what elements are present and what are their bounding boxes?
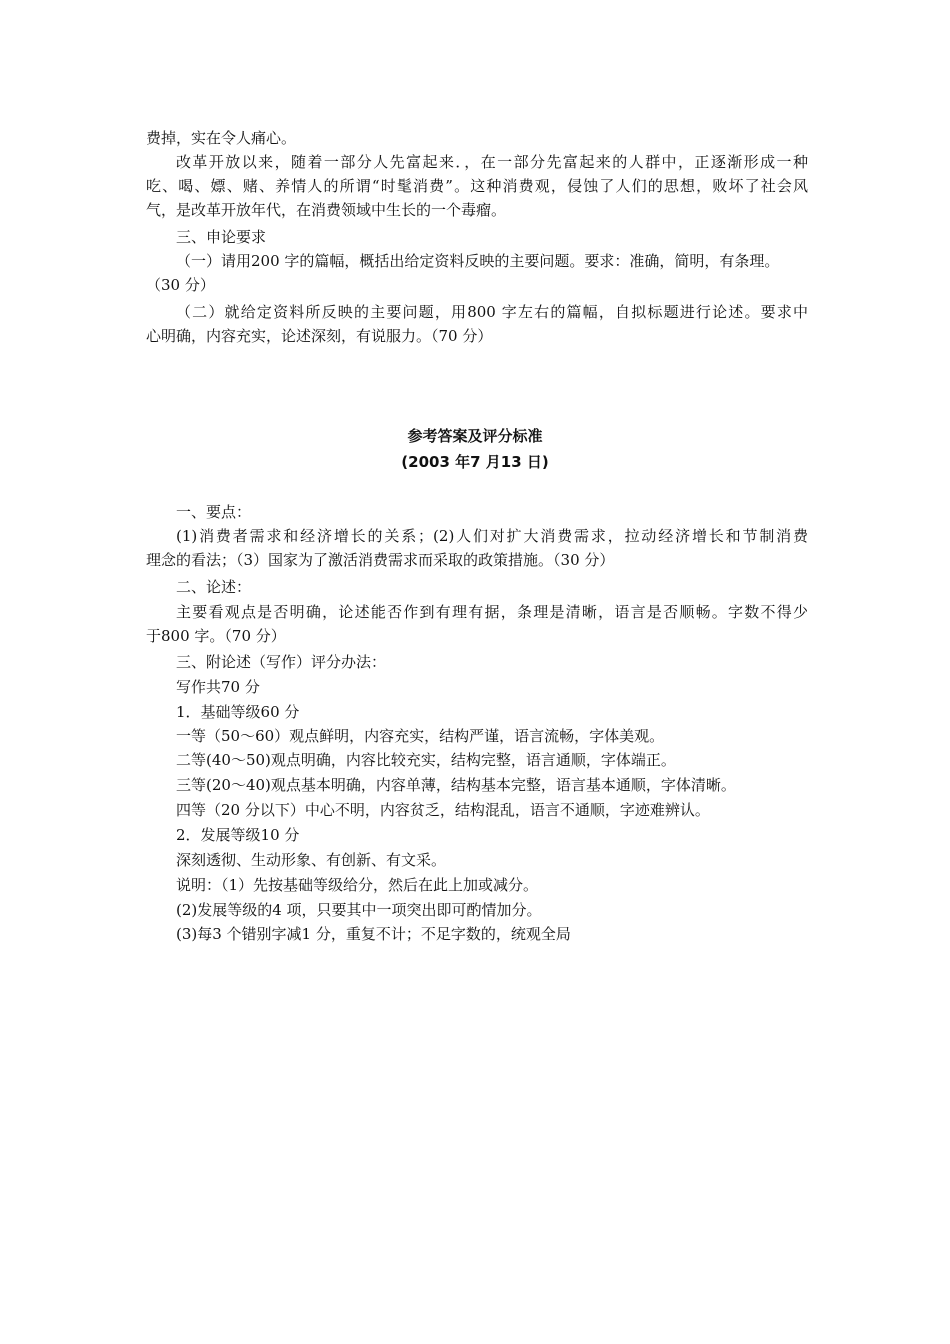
development-level-heading: 2．发展等级10 分 <box>176 826 300 844</box>
requirement-two-line-1: （二）就给定资料所反映的主要问题，用800 字左右的篇幅，自拟标题进行论述。要求中 <box>176 303 808 321</box>
requirements-heading: 三、申论要求 <box>176 228 267 246</box>
essay-body-line-2: 于800 字。（70 分） <box>146 627 286 645</box>
requirement-one-line-1: （一）请用200 字的篇幅，概括出给定资料反映的主要问题。要求：准确，简明，有条理。 <box>176 252 780 270</box>
writing-total: 写作共70 分 <box>176 678 260 696</box>
basic-level-heading: 1．基础等级60 分 <box>176 703 300 721</box>
grade-fourth: 四等（20 分以下）中心不明，内容贫乏，结构混乱，语言不通顺，字迹难辨认。 <box>176 801 710 819</box>
essay-body-line-1: 主要看观点是否明确，论述能否作到有理有据，条理是清晰，语言是否顺畅。字数不得少 <box>176 603 808 621</box>
points-body-line-1: (1)消费者需求和经济增长的关系；(2)人们对扩大消费需求，拉动经济增长和节制消费 <box>176 527 808 545</box>
scoring-heading: 三、附论述（写作）评分办法： <box>176 653 387 671</box>
note-line-3: (3)每3 个错别字减1 分，重复不计；不足字数的，统观全局 <box>176 925 571 943</box>
requirement-one-line-2: （30 分） <box>146 276 215 294</box>
grade-third: 三等(20～40)观点基本明确，内容单薄，结构基本完整，语言基本通顺，字体清晰。 <box>176 776 736 794</box>
requirement-two-line-2: 心明确，内容充实，论述深刻，有说服力。（70 分） <box>146 327 493 345</box>
answer-date: (2003 年7 月13 日) <box>401 453 549 471</box>
answer-title: 参考答案及评分标准 <box>407 427 543 445</box>
essay-heading: 二、论述： <box>176 578 252 596</box>
grade-first: 一等（50～60）观点鲜明，内容充实，结构严谨，语言流畅，字体美观。 <box>176 727 665 745</box>
reform-paragraph-line-1: 改革开放以来，随着一部分人先富起来．，在一部分先富起来的人群中，正逐渐形成一种 <box>176 153 808 171</box>
reform-paragraph-line-3: 气，是改革开放年代，在消费领域中生长的一个毒瘤。 <box>146 201 507 219</box>
continuation-line: 费掉，实在令人痛心。 <box>146 129 297 147</box>
note-line-1: 说明：（1）先按基础等级给分，然后在此上加或减分。 <box>176 876 539 894</box>
points-body-line-2: 理念的看法；（3）国家为了激活消费需求而采取的政策措施。（30 分） <box>146 551 615 569</box>
points-heading: 一、要点： <box>176 503 252 521</box>
development-criteria: 深刻透彻、生动形象、有创新、有文采。 <box>176 851 447 869</box>
note-line-2: (2)发展等级的4 项，只要其中一项突出即可酌情加分。 <box>176 901 542 919</box>
grade-second: 二等(40～50)观点明确，内容比较充实，结构完整，语言通顺，字体端正。 <box>176 751 676 769</box>
reform-paragraph-line-2: 吃、喝、嫖、赌、养情人的所谓“时髦消费”。这种消费观，侵蚀了人们的思想，败坏了社会风 <box>146 177 808 195</box>
